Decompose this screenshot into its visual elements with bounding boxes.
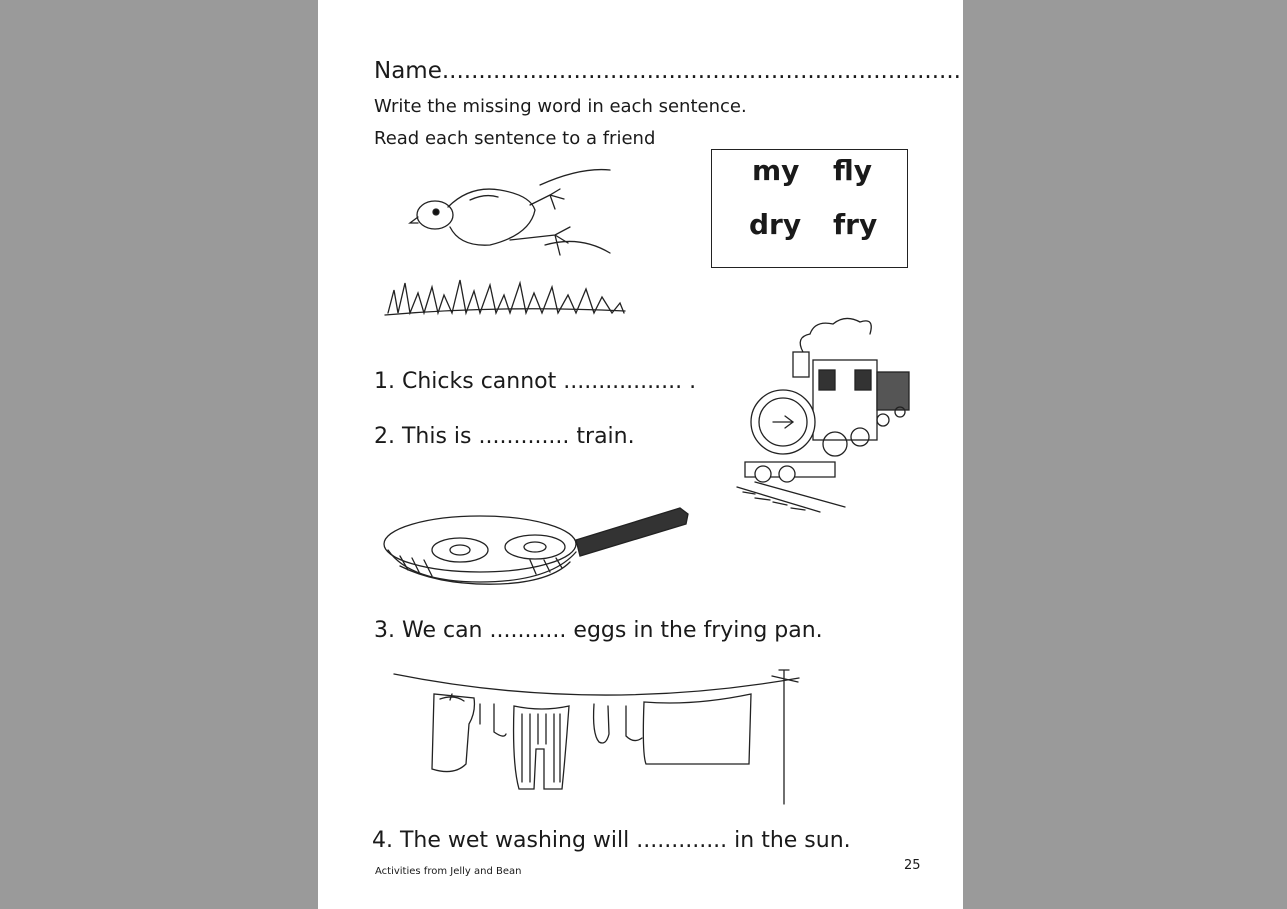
word-my: my (752, 154, 800, 187)
washing-line-icon (394, 664, 814, 809)
name-line: Name....................................................................... (374, 58, 961, 84)
word-fly: fly (833, 154, 873, 187)
sentence-4: 4. The wet washing will ............. in the sun. (372, 828, 851, 853)
train-icon (715, 312, 915, 524)
sentence-2: 2. This is ............. train. (374, 424, 635, 449)
word-fry: fry (833, 208, 878, 241)
word-box (711, 149, 908, 268)
word-dry: dry (749, 208, 802, 241)
sentence-3: 3. We can ........... eggs in the frying pan. (374, 618, 823, 643)
chick-icon (380, 165, 640, 325)
frying-pan-icon (380, 500, 692, 590)
instruction-2: Read each sentence to a friend (374, 128, 656, 149)
instruction-1: Write the missing word in each sentence. (374, 96, 747, 117)
worksheet-page (318, 0, 963, 909)
footer-credit: Activities from Jelly and Bean (375, 866, 522, 877)
page-number: 25 (904, 858, 921, 873)
sentence-1: 1. Chicks cannot ................. . (374, 369, 697, 394)
